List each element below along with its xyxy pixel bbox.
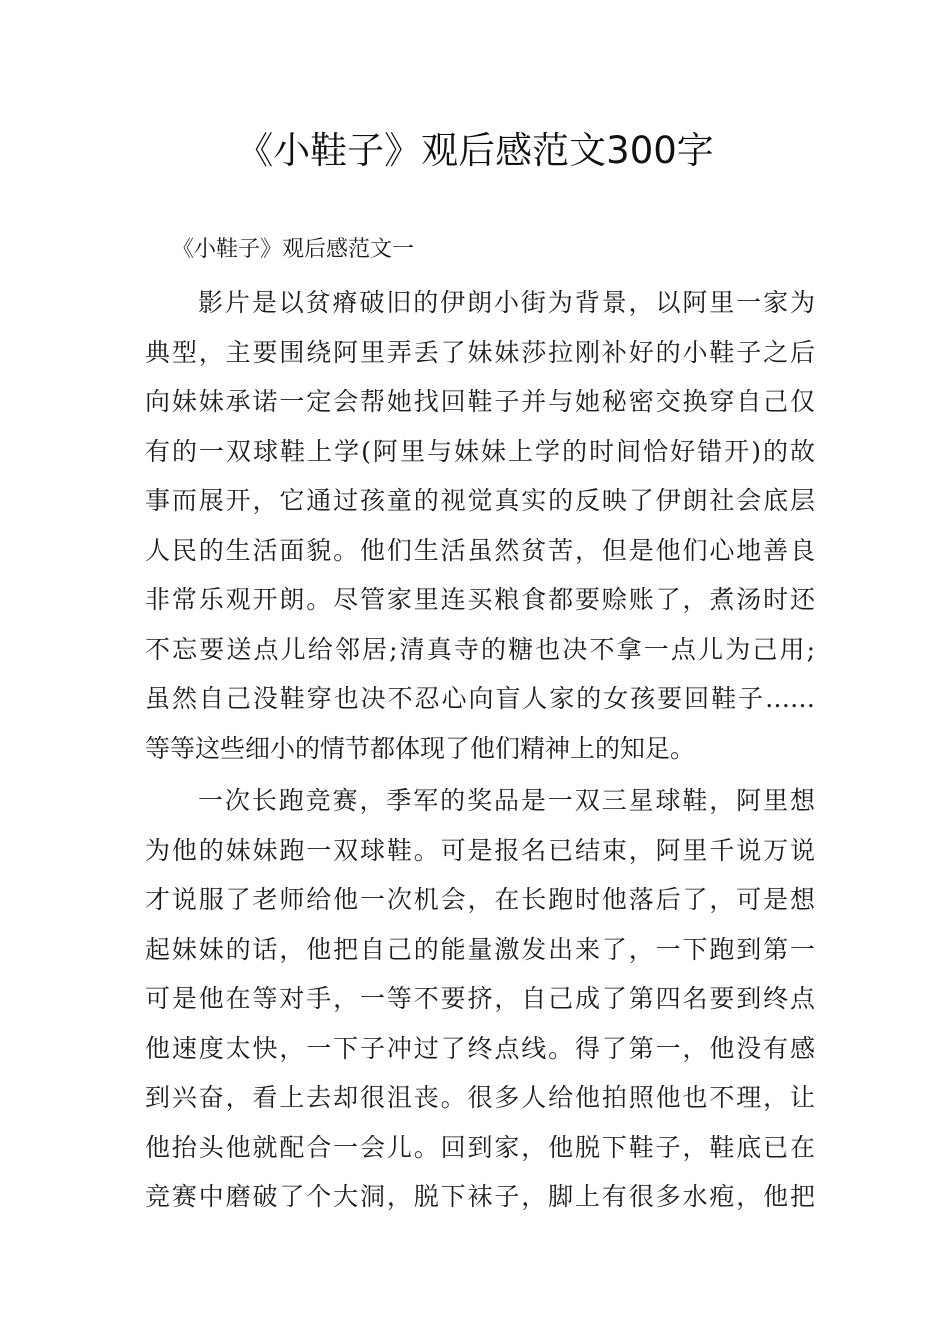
- paragraph-1: [145, 278, 815, 773]
- paragraph-line: 有的一双球鞋上学(阿里与妹妹上学的时间恰好错开)的故: [145, 436, 815, 466]
- paragraph-line: 典型，主要围绕阿里弄丢了妹妹莎拉刚补好的小鞋子之后: [145, 337, 815, 367]
- paragraph-line: 等等这些细小的情节都体现了他们精神上的知足。: [145, 733, 696, 763]
- paragraph-line: 起妹妹的话，他把自己的能量激发出来了，一下跑到第一: [145, 934, 815, 964]
- paragraph-line: 竞赛中磨破了个大洞，脱下袜子，脚上有很多水疱，他把: [145, 1182, 815, 1211]
- paragraph-line: 可是他在等对手，一等不要挤，自己成了第四名要到终点: [145, 984, 815, 1013]
- paragraph-line: 事而展开，它通过孩童的视觉真实的反映了伊朗社会底层: [145, 486, 815, 515]
- paragraph-line: 人民的生活面貌。他们生活虽然贫苦，但是他们心地善良: [145, 535, 815, 565]
- paragraph-2: [145, 776, 815, 1222]
- paragraph-line: 非常乐观开朗。尽管家里连买粮食都要赊账了，煮汤时还: [145, 585, 815, 614]
- paragraph-line: 虽然自己没鞋穿也决不忍心向盲人家的女孩要回鞋子……: [145, 684, 815, 713]
- paragraph-line: 向妹妹承诺一定会帮她找回鞋子并与她秘密交换穿自己仅: [145, 387, 815, 416]
- document-title: 《小鞋子》观后感范文300字: [236, 129, 714, 172]
- paragraph-line: 他抬头他就配合一会儿。回到家，他脱下鞋子，鞋底已在: [145, 1132, 815, 1162]
- paragraph-line: 他速度太快，一下子冲过了终点线。得了第一，他没有感: [145, 1033, 815, 1063]
- paragraph-line: 一次长跑竞赛，季军的奖品是一双三星球鞋，阿里想: [198, 786, 815, 815]
- paragraph-line: 为他的妹妹跑一双球鞋。可是报名已结束，阿里千说万说: [145, 835, 815, 865]
- paragraph-line: 不忘要送点儿给邻居;清真寺的糖也决不拿一点儿为己用;: [145, 634, 815, 664]
- paragraph-line: 才说服了老师给他一次机会，在长跑时他落后了，可是想: [145, 885, 815, 914]
- paragraph-line: 到兴奋，看上去却很沮丧。很多人给他拍照他也不理，让: [145, 1083, 815, 1112]
- section-heading: 《小鞋子》观后感范文一: [172, 237, 415, 262]
- paragraph-line: 影片是以贫瘠破旧的伊朗小街为背景，以阿里一家为: [198, 288, 815, 317]
